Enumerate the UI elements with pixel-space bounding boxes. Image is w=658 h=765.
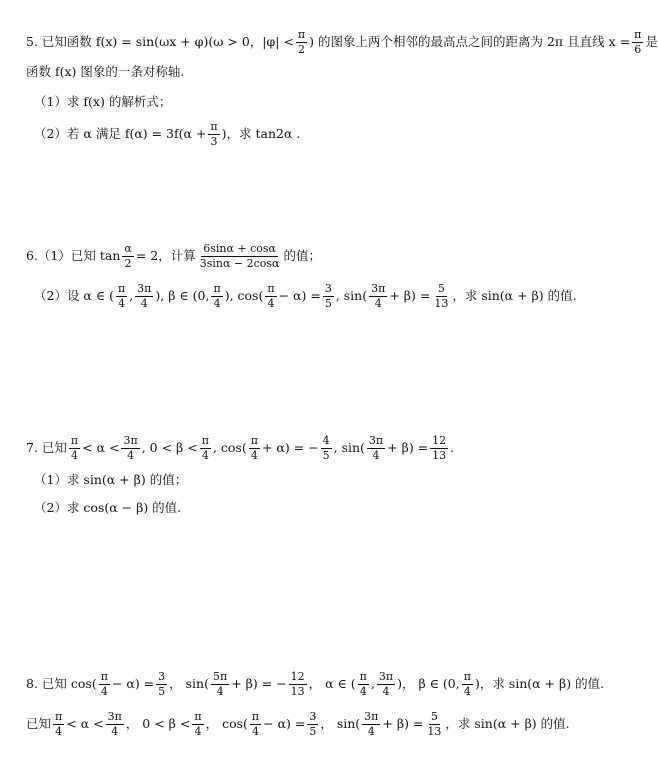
q8-text: ， sin( (320, 715, 361, 731)
q5-text: )，求 tan2α . (221, 125, 301, 141)
q5-text: 5. 已知函数 f(x) = sin(ωx + φ)(ω > 0，|φ| < (26, 33, 294, 49)
q5-text: ) 的图象上两个相邻的最高点之间的距离为 2π 且直线 x = (309, 33, 631, 49)
q8-text: + β) = − (231, 675, 287, 691)
fraction: $\frac{6\sin\alpha + \cos\alpha}{3\sin\alpha - 2\cos\alpha}$ (199, 241, 280, 270)
fraction: $\frac{3}{5}$ (324, 281, 332, 310)
fraction: $\frac{3\pi}{4}$ (364, 709, 379, 738)
q7-text: . (450, 439, 455, 455)
q6-text: − α) = (278, 287, 321, 303)
q5-part2 (34, 114, 300, 154)
fraction: $\frac{\pi}{4}$ (100, 669, 108, 698)
q5-line2: 函数 f(x) 图象的一条对称轴. (26, 63, 185, 79)
fraction: $\frac{\pi}{4}$ (55, 709, 63, 738)
q8-line1 (26, 664, 604, 704)
q8-text: ， cos( (205, 715, 248, 731)
q7-text: + α) = − (261, 439, 319, 455)
q8-text: 已知 (26, 715, 52, 731)
fraction: $\frac{3\pi}{4}$ (368, 433, 384, 462)
fraction: $\frac{\pi}{4}$ (267, 281, 275, 310)
q6-text: ), cos( (224, 287, 264, 303)
q7-text: 7. 已知 (26, 439, 67, 455)
fraction: $\frac{4}{5}$ (322, 433, 330, 462)
q8-text: 8. 已知 cos( (26, 675, 97, 691)
q6-text: , sin( (335, 287, 368, 303)
q6-text: 6.（1）已知 tan (26, 247, 121, 263)
q7-part2: （2）求 cos(α − β) 的值. (34, 499, 182, 515)
fraction: $\frac{\pi}{6}$ (634, 27, 642, 56)
fraction: $\frac{\pi}{4}$ (251, 709, 260, 738)
fraction: $\frac{3\pi}{4}$ (123, 433, 138, 462)
q6-text: 的值； (283, 247, 321, 263)
fraction: $\frac{\pi}{4}$ (463, 669, 471, 698)
q8-text: + β) = (382, 715, 424, 731)
q8-text: ，求 sin(α + β) 的值. (445, 715, 570, 731)
fraction: $\frac{\pi}{4}$ (201, 433, 209, 462)
fraction: $\frac{3}{5}$ (309, 709, 317, 738)
q7-text: + β) = (387, 439, 429, 455)
q7-text: , cos( (212, 439, 247, 455)
q6-text: = 2，计算 (135, 247, 196, 263)
q6-text: ), β ∈ (0, (155, 287, 210, 303)
q6-text: （2）设 α ∈ ( (34, 287, 114, 303)
q8-text: ， sin( (169, 675, 209, 691)
fraction: $\frac{\pi}{2}$ (297, 27, 306, 56)
fraction: $\frac{\pi}{4}$ (194, 709, 202, 738)
fraction: $\frac{5\pi}{4}$ (212, 669, 228, 698)
q8-text: )，求 sin(α + β) 的值. (474, 675, 605, 691)
q6-text: + β) = (389, 287, 431, 303)
q5-text: （2）若 α 满足 f(α) = 3f(α + (34, 125, 207, 141)
q5-part1: （1）求 f(x) 的解析式； (34, 93, 172, 109)
fraction: $\frac{\pi}{4}$ (70, 433, 79, 462)
fraction: $\frac{3\pi}{4}$ (137, 281, 152, 310)
q8-text: ， α ∈ ( (308, 675, 356, 691)
fraction: $\frac{5}{13}$ (427, 709, 442, 738)
q8-text: )， β ∈ (0, (397, 675, 460, 691)
fraction: $\frac{\pi}{3}$ (210, 119, 218, 148)
q8-text: ， 0 < β < (125, 715, 191, 731)
fraction: $\frac{3}{5}$ (158, 669, 166, 698)
fraction: $\frac{12}{13}$ (290, 669, 305, 698)
q8-line2 (26, 704, 570, 744)
q8-text: < α < (66, 715, 104, 731)
q7-text: , 0 < β < (141, 439, 198, 455)
fraction: $\frac{\pi}{4}$ (213, 281, 221, 310)
q6-text: ，求 sin(α + β) 的值. (452, 287, 577, 303)
q6-line1 (26, 236, 321, 276)
fraction: $\frac{3\pi}{4}$ (378, 669, 394, 698)
fraction: $\frac{\pi}{4}$ (117, 281, 126, 310)
fraction: $\frac{\pi}{4}$ (250, 433, 258, 462)
q5-text: 是 (645, 33, 658, 49)
q7-part1: （1）求 sin(α + β) 的值； (34, 471, 188, 487)
q6-text: , (129, 287, 134, 303)
q8-text: − α) = (111, 675, 155, 691)
fraction: $\frac{\alpha}{2}$ (124, 241, 132, 270)
q8-text: , (370, 675, 375, 691)
fraction: $\frac{12}{13}$ (432, 433, 447, 462)
q8-text: − α) = (263, 715, 306, 731)
q7-text: , sin( (333, 439, 365, 455)
fraction: $\frac{\pi}{4}$ (359, 669, 367, 698)
q7-text: < α < (82, 439, 120, 455)
q6-line2 (34, 276, 577, 316)
fraction: $\frac{3\pi}{4}$ (371, 281, 386, 310)
fraction: $\frac{5}{13}$ (434, 281, 449, 310)
fraction: $\frac{3\pi}{4}$ (107, 709, 122, 738)
